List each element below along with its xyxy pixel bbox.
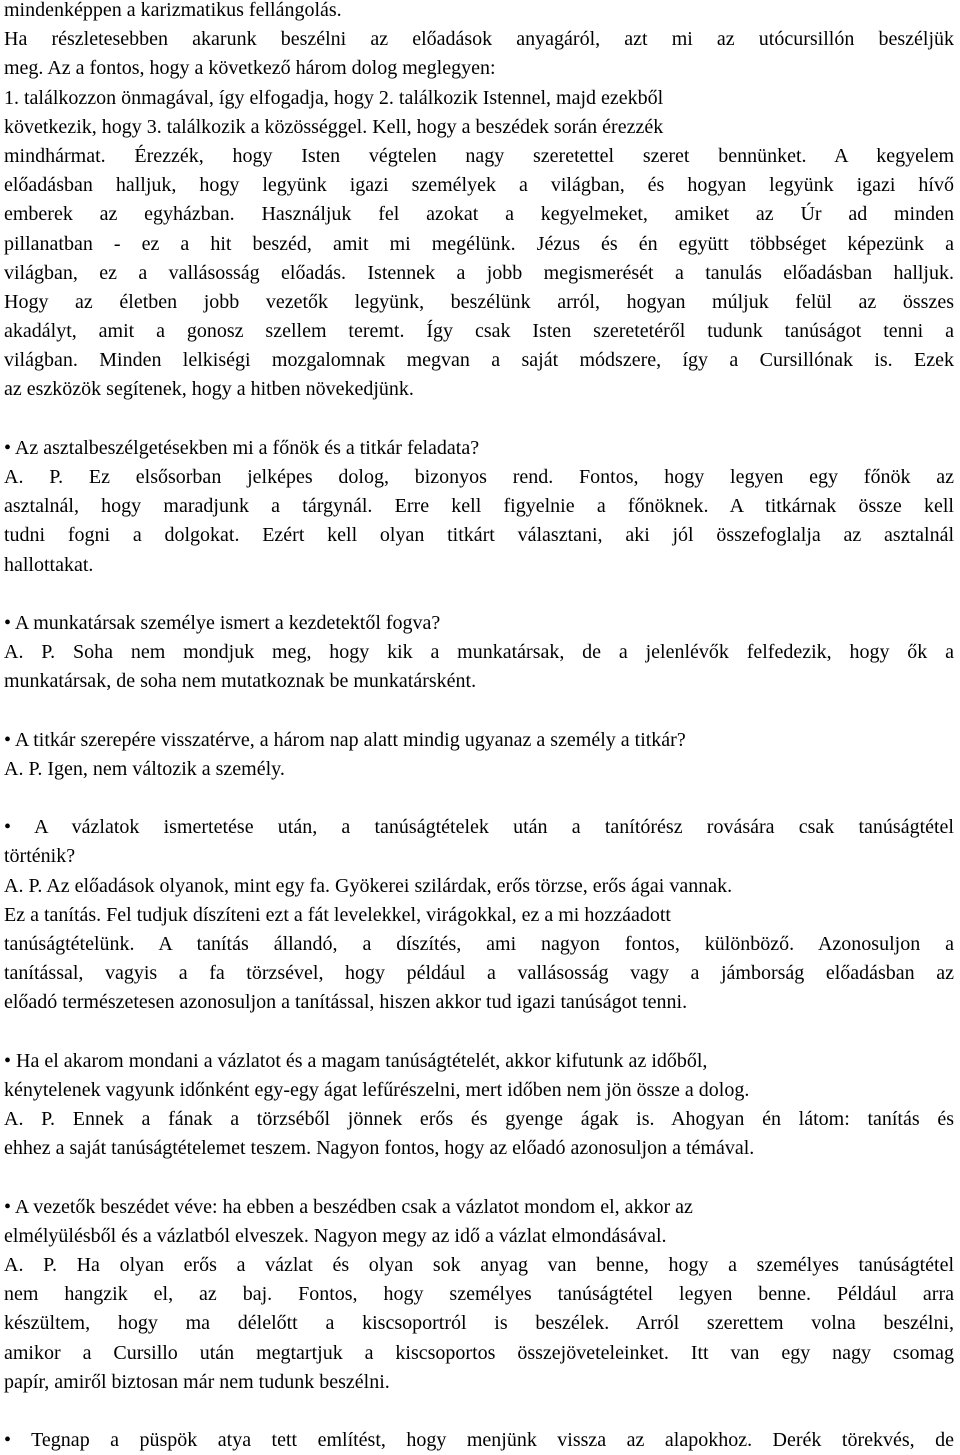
- text-line: kénytelenek vagyunk időnként egy-egy ágat lefűrészelni, mert időben nem jön össze a dolog.: [4, 1078, 750, 1101]
- text-line: Ez a tanítás. Fel tudjuk díszíteni ezt a fát levelekkel, virágokkal, ez a mi hozzáadott: [4, 903, 671, 926]
- text-line: az eszközök segítenek, hogy a hitben növekedjünk.: [4, 378, 414, 401]
- paragraph-gap: [4, 697, 954, 726]
- answer-line: A. P. Ha olyan erős a vázlat és olyan sok anyag van benne, hogy a személyes tanúságtétel: [4, 1254, 954, 1277]
- question-line: • A vezetők beszédet véve: ha ebben a beszédben csak a vázlatot mondom el, akkor az: [4, 1195, 693, 1218]
- answer-line: A. P. Ennek a fának a törzséből jönnek erős és gyenge ágak is. Ahogyan én látom: tanítás és: [4, 1108, 954, 1131]
- answer-line: A. P. Soha nem mondjuk meg, hogy kik a munkatársak, de a jelenlévők felfedezik, hogy ők a: [4, 641, 954, 664]
- paragraph-gap: [4, 580, 954, 609]
- text-line: hallottakat.: [4, 553, 94, 576]
- paragraph-gap: [4, 784, 954, 813]
- text-line: meg. Az a fontos, hogy a következő három dolog meglegyen:: [4, 57, 496, 80]
- text-line: munkatársak, de soha nem mutatkoznak be munkatársként.: [4, 670, 477, 693]
- text-line: elmélyülésből és a vázlatból elveszek. Nagyon megy az idő a vázlat elmondásával.: [4, 1224, 667, 1247]
- paragraph-gap: [4, 1018, 954, 1047]
- text-line: Ha részletesebben akarunk beszélni az előadások anyagáról, azt mi az utócursillón beszéljük: [4, 28, 954, 51]
- text-line: pillanatban - ez a hit beszéd, amit mi megélünk. Jézus és én együtt többséget képezünk a: [4, 232, 954, 255]
- text-line: történik?: [4, 845, 76, 868]
- paragraph-gap: [4, 1397, 954, 1426]
- answer-line: A. P. Igen, nem változik a személy.: [4, 757, 285, 780]
- text-line: emberek az egyházban. Használjuk fel azokat a kegyelmeket, amiket az Úr ad minden: [4, 203, 954, 226]
- question-line: • A munkatársak személye ismert a kezdetektől fogva?: [4, 611, 441, 634]
- question-line: • A titkár szerepére visszatérve, a három nap alatt mindig ugyanaz a személy a titkár?: [4, 728, 686, 751]
- text-line: mindenképpen a karizmatikus fellángolás.: [4, 0, 342, 21]
- question-line: • Ha el akarom mondani a vázlatot és a magam tanúságtételét, akkor kifutunk az időből,: [4, 1049, 708, 1072]
- text-line: tanúságtételünk. A tanítás állandó, a díszítés, ami nagyon fontos, különböző. Azonosuljon a: [4, 933, 954, 955]
- text-line: világban. Minden lelkiségi mozgalomnak megvan a saját módszere, így a Cursillónak is. Ezek: [4, 349, 954, 372]
- text-line: készültem, hogy ma délelőtt a kiscsoportról is beszélek. Arról szerettem volna beszélni,: [4, 1312, 954, 1335]
- text-line: világban, ez a vallásosság előadás. Istennek a jobb megismerését a tanulás előadásban halljuk.: [4, 261, 954, 284]
- text-line: előadó természetesen azonosuljon a tanítással, hiszen akkor tud igazi tanúságot tenni.: [4, 991, 688, 1014]
- text-line: ehhez a saját tanúságtételemet teszem. Nagyon fontos, hogy az előadó azonosuljon a témával.: [4, 1137, 755, 1160]
- answer-line: A. P. Ez elsősorban jelképes dolog, bizonyos rend. Fontos, hogy legyen egy főnök az: [4, 466, 954, 488]
- text-line: akadályt, amit a gonosz szellem teremt. Így csak Isten szeretetéről tudunk tanúságot tenni a: [4, 320, 954, 343]
- text-line: 1. találkozzon önmagával, így elfogadja, hogy 2. találkozik Istennel, majd ezekből: [4, 86, 664, 109]
- question-line: • Az asztalbeszélgetésekben mi a főnök és a titkár feladata?: [4, 436, 480, 459]
- text-line: Hogy az életben jobb vezetők legyünk, beszélünk arról, hogyan múljuk felül az összes: [4, 290, 954, 313]
- text-line: mindhármat. Érezzék, hogy Isten végtelen nagy szeretettel szeret bennünket. A kegyelem: [4, 144, 954, 167]
- question-line: • Tegnap a püspök atya tett említést, hogy menjünk vissza az alapokhoz. Derék törekvés, de: [4, 1429, 954, 1452]
- document-text-body: [4, 0, 954, 1455]
- paragraph-gap: [4, 405, 954, 434]
- text-line: következik, hogy 3. találkozik a közösséggel. Kell, hogy a beszédek során érezzék: [4, 115, 664, 138]
- answer-line: A. P. Az előadások olyanok, mint egy fa. Gyökerei szilárdak, erős törzse, erős ágai vannak.: [4, 874, 733, 897]
- text-line: tudni fogni a dolgokat. Ezért kell olyan titkárt választani, aki jól összefoglalja az asztalnál: [4, 524, 954, 547]
- text-line: nem hangzik el, az baj. Fontos, hogy személyes tanúságtétel legyen benne. Például arra: [4, 1283, 954, 1306]
- text-line: papír, amiről biztosan már nem tudunk beszélni.: [4, 1370, 390, 1393]
- text-line: tanítással, vagyis a fa törzsével, hogy például a vallásosság vagy a jámborság előadásban az: [4, 962, 954, 985]
- paragraph-gap: [4, 1164, 954, 1193]
- text-line: asztalnál, hogy maradjunk a tárgynál. Erre kell figyelnie a főnöknek. A titkárnak össze kell: [4, 495, 954, 518]
- text-line: amikor a Cursillo után megtartjuk a kiscsoportos összejöveteleinket. Itt van egy nagy csomag: [4, 1341, 954, 1364]
- text-line: előadásban halljuk, hogy legyünk igazi személyek a világban, és hogyan legyünk igazi hívő: [4, 174, 954, 197]
- question-line: • A vázlatok ismertetése után, a tanúságtételek után a tanítórész rovására csak tanúságtétel: [4, 816, 954, 839]
